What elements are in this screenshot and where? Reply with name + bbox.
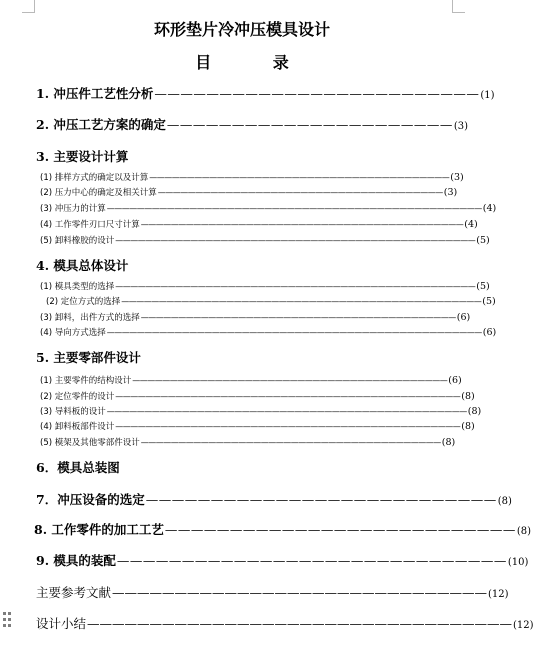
toc-entry[interactable]	[36, 583, 509, 601]
toc-leader: ———————————————————————————————————————————	[140, 220, 464, 229]
toc-page-number: (3)	[443, 187, 458, 198]
toc-page-number: (8)	[441, 437, 456, 448]
toc-leader: ——————————————————————————————————————————————	[115, 422, 461, 431]
toc-subentry[interactable]	[40, 218, 478, 230]
toc-entry-label: (3) 冲压力的计算	[40, 204, 106, 214]
toc-page-number: (3)	[450, 172, 464, 183]
toc-section-heading[interactable]: 6．模具总装图	[36, 460, 120, 475]
toc-leader: ————————————————————————————————————————	[140, 438, 441, 447]
document-title: 环形垫片冷冲压模具设计	[153, 20, 330, 39]
toc-entry-label: (1) 主要零件的结构设计	[40, 376, 132, 386]
toc-subentry[interactable]	[40, 234, 490, 246]
toc-section-heading[interactable]: 3. 主要设计计算	[36, 149, 129, 164]
toc-leader: ————————————————————————————————————————————————	[115, 236, 476, 245]
toc-leader: ——————————————————————————————————————————————————	[106, 204, 482, 213]
toc-entry-label: 主要参考文献	[36, 585, 112, 600]
toc-entry-label: 1. 冲压件工艺性分析	[36, 86, 154, 101]
toc-entry-label: (2) 定位方式的选择	[46, 297, 121, 307]
toc-page-number: (6)	[448, 375, 462, 386]
toc-leader: ————————————————————————————————————————————————	[121, 297, 482, 306]
toc-section-heading[interactable]: 4. 模具总体设计	[36, 258, 129, 273]
toc-leader: ——————————————————————————————————————	[157, 188, 443, 197]
toc-entry-label: (4) 导向方式选择	[40, 328, 106, 338]
toc-entry-label: 2. 冲压工艺方案的确定	[36, 117, 166, 132]
toc-leader: —————————————————————————	[154, 86, 480, 101]
toc-entry-label: (3) 导料板的设计	[40, 407, 106, 417]
toc-subentry[interactable]	[46, 295, 496, 307]
drag-handle-icon[interactable]	[3, 612, 11, 628]
toc-page-number: (8)	[497, 496, 512, 507]
toc-page-number: (8)	[461, 391, 475, 402]
toc-leader: ————————————————————————————————————————————————	[106, 407, 467, 416]
toc-entry-label: (4) 卸料板部件设计	[40, 422, 115, 432]
toc-page-number: (5)	[476, 281, 490, 292]
toc-leader: ————————————————————————————————————————	[149, 173, 450, 182]
toc-entry-label: (1) 排样方式的确定以及计算	[40, 173, 149, 183]
toc-page-number: (4)	[464, 219, 478, 230]
toc-page-number: (8)	[467, 406, 482, 417]
toc-subentry[interactable]	[40, 405, 482, 417]
toc-page-number: (6)	[482, 327, 497, 338]
toc-subentry[interactable]	[40, 436, 456, 448]
toc-page-number: (10)	[507, 557, 529, 568]
toc-entry-label: 7．冲压设备的选定	[36, 492, 145, 507]
toc-entry[interactable]	[36, 84, 495, 102]
toc-heading: 目 录	[195, 53, 317, 72]
toc-subentry[interactable]	[40, 420, 475, 432]
toc-page-number: (6)	[456, 312, 471, 323]
toc-entry[interactable]	[36, 115, 469, 133]
page-corner-mark-left	[22, 0, 35, 13]
toc-section-heading[interactable]: 5. 主要零部件设计	[36, 350, 141, 365]
toc-entry-label: (3) 卸料，出件方式的选择	[40, 313, 140, 323]
toc-page-number: (1)	[480, 90, 495, 101]
toc-leader: ——————————————————————	[166, 117, 453, 132]
toc-page-number: (8)	[461, 421, 475, 432]
toc-entry-label: (2) 压力中心的确定及相关计算	[40, 188, 157, 198]
toc-leader: ——————————————————————————————————————————————	[115, 392, 461, 401]
toc-entry[interactable]	[36, 551, 529, 569]
toc-subentry[interactable]	[40, 311, 471, 323]
toc-subentry[interactable]	[40, 390, 475, 402]
toc-page-number: (5)	[476, 235, 490, 246]
toc-entry-label: (4) 工作零件刃口尺寸计算	[40, 220, 140, 230]
toc-entry-label: (2) 定位零件的设计	[40, 392, 115, 402]
toc-entry-label: 9. 模具的装配	[36, 553, 116, 568]
toc-subentry[interactable]	[40, 374, 462, 386]
toc-entry-label: 设计小结	[36, 616, 87, 631]
toc-subentry[interactable]	[40, 171, 464, 183]
toc-entry[interactable]	[36, 614, 534, 632]
toc-entry[interactable]	[36, 490, 512, 508]
toc-leader: ——————————————————————————————————————————————————	[106, 328, 482, 337]
toc-subentry[interactable]	[40, 202, 497, 214]
toc-subentry[interactable]	[40, 280, 490, 292]
toc-entry-label: (5) 卸料橡胶的设计	[40, 236, 115, 246]
toc-leader: ——————————————————————————————————————————	[132, 376, 448, 385]
toc-entry-label: 8. 工作零件的加工工艺	[34, 522, 164, 537]
toc-entry[interactable]	[34, 520, 532, 538]
toc-subentry[interactable]	[40, 326, 497, 338]
toc-page-number: (12)	[488, 589, 509, 600]
toc-entry-label: (1) 模具类型的选择	[40, 282, 115, 292]
page-corner-mark-right	[452, 0, 465, 13]
toc-page-number: (12)	[513, 620, 534, 631]
toc-entry-label: (5) 模架及其他零部件设计	[40, 438, 140, 448]
toc-page-number: (4)	[482, 203, 497, 214]
toc-subentry[interactable]	[40, 186, 458, 198]
toc-leader: ————————————————————————————————————————————————	[115, 282, 476, 291]
toc-leader: ——————————————————————————————————————————	[140, 313, 456, 322]
toc-page-number: (3)	[453, 121, 469, 132]
toc-leader: ——————————————————————————————————	[87, 616, 513, 631]
toc-leader: ———————————————————————————	[145, 492, 497, 507]
toc-page-number: (5)	[482, 296, 496, 307]
toc-leader: ———————————————————————————	[164, 522, 516, 537]
toc-leader: ——————————————————————————————	[116, 553, 507, 568]
toc-leader: ——————————————————————————————	[112, 585, 488, 600]
toc-page-number: (8)	[516, 526, 532, 537]
